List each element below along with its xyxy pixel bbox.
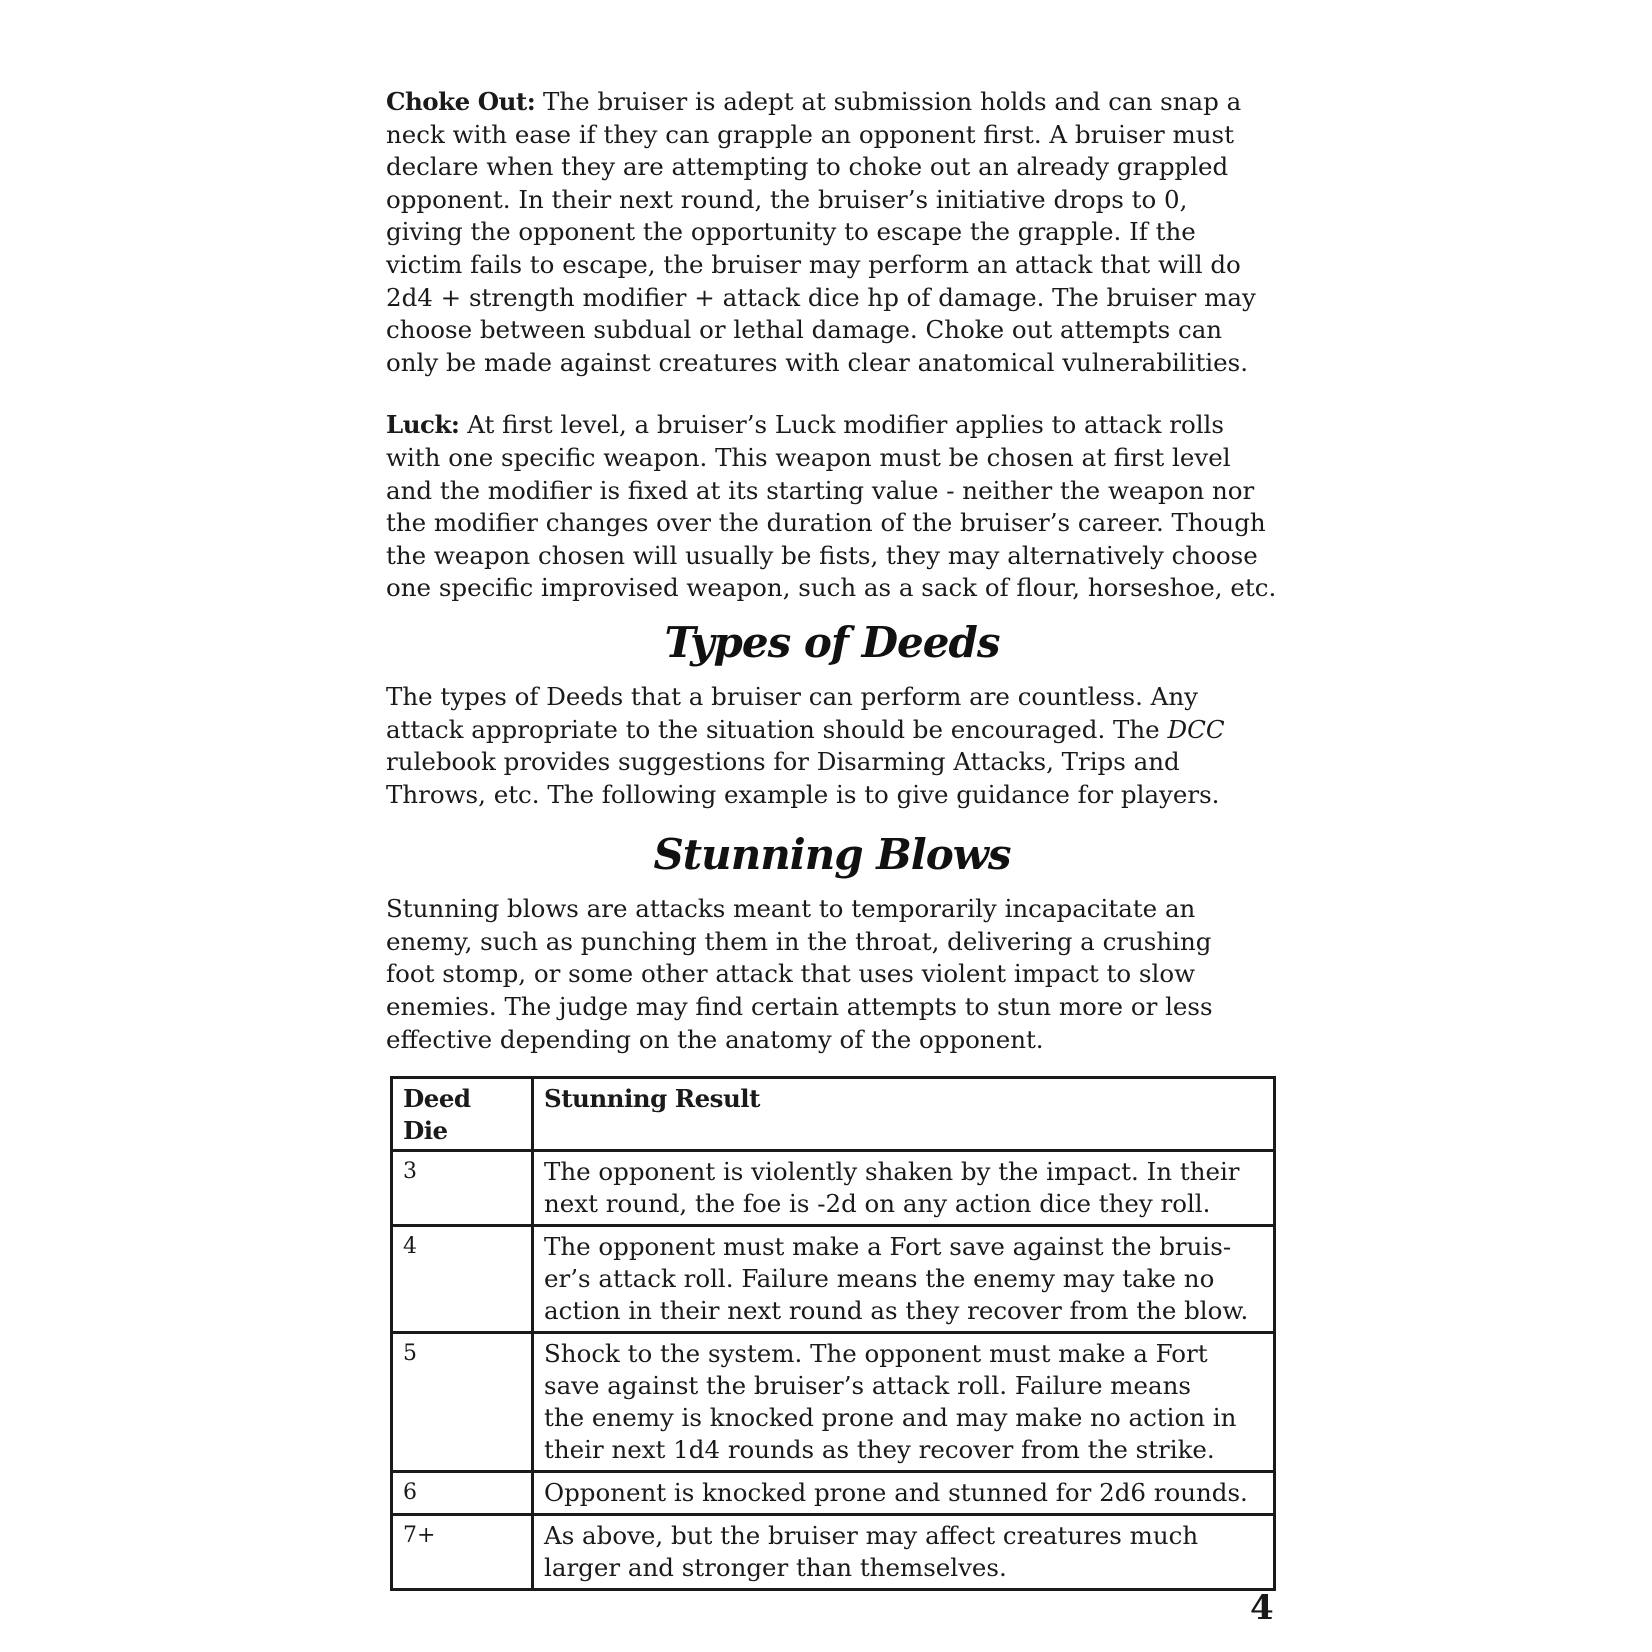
table-row [392,1151,1275,1226]
spacer [386,379,1278,409]
choke-out-term: Choke Out: [386,87,536,116]
deed-die-cell: 7+ [392,1515,533,1590]
choke-out-text: The bruiser is adept at submission holds and can snap a neck with ease if they can grapple an opponent first. A bruiser must declare when they are attempting to choke out an already grappled opponent. In their next round, the bruiser’s initiative drops to 0, giving the opponent the opportunity to escape the grapple. If the victim fails to escape, the bruiser may perform an attack that will do 2d4 + strength modifier + attack dice hp of damage. The bruiser may choose between subdual or lethal damage. Choke out attempts can only be made against creatures with clear anatomical vulnerabilities. [386,87,1256,377]
stunning-results-table [390,1076,1276,1591]
table-row [392,1333,1275,1472]
deed-die-cell: 4 [392,1226,533,1333]
types-of-deeds-heading: Types of Deeds [664,617,1000,667]
deed-die-cell: 6 [392,1472,533,1515]
types-of-deeds-paragraph [386,681,1278,811]
luck-text: At first level, a bruiser’s Luck modifier applies to attack rolls with one specific weapon. This weapon must be chosen at first level and the modifier is fixed at its starting value - neither the weapon nor the modifier changes over the duration of the bruiser’s career. Though the weapon chosen will usually be fists, they may alternatively choose one specific improvised weapon, such as a sack of flour, horseshoe, etc. [386,410,1277,603]
stunning-result-cell: Shock to the system. The opponent must make a Fort save against the bruiser’s attack roll. Failure means the enemy is knocked prone and may make no action in their next 1d4 rounds as they recover from the strike. [533,1333,1275,1472]
table-row [392,1226,1275,1333]
deed-die-cell: 3 [392,1151,533,1226]
types-of-deeds-text-before: The types of Deeds that a bruiser can perform are countless. Any attack appropriate to the situation should be encouraged. The [386,681,1198,744]
luck-paragraph [386,409,1278,605]
table-row [392,1472,1275,1515]
stunning-result-cell: The opponent must make a Fort save against the bruis- er’s attack roll. Failure means the enemy may take no action in their next round as they recover from the blow. [533,1226,1275,1333]
luck-term: Luck: [386,410,460,440]
stunning-result-cell: Opponent is knocked prone and stunned for 2d6 rounds. [533,1472,1275,1515]
stunning-blows-heading: Stunning Blows [653,830,1011,880]
page-number: 4 [1250,1588,1274,1628]
types-of-deeds-text-after: rulebook provides suggestions for Disarming Attacks, Trips and Throws, etc. The following example is to give guidance for players. [386,747,1220,809]
stunning-result-cell: The opponent is violently shaken by the impact. In their next round, the foe is -2d on any action dice they roll. [533,1151,1275,1226]
header-stunning-result: Stunning Result [533,1078,1275,1151]
stunning-result-cell: As above, but the bruiser may affect creatures much larger and stronger than themselves. [533,1515,1275,1590]
stunning-blows-paragraph: Stunning blows are attacks meant to temporarily incapacitate an enemy, such as punching them in the throat, delivering a crushing foot stomp, or some other attack that uses violent impact to slow enemies. The judge may find certain attempts to stun more or less effective depending on the anatomy of the opponent. [386,894,1213,1054]
table-row [392,1515,1275,1590]
dcc-italic: DCC [1167,714,1225,744]
page-content [386,86,1278,1591]
deed-die-cell: 5 [392,1333,533,1472]
choke-out-paragraph [386,86,1278,379]
table-header-row [392,1078,1275,1151]
header-deed-die: Deed Die [392,1078,533,1151]
